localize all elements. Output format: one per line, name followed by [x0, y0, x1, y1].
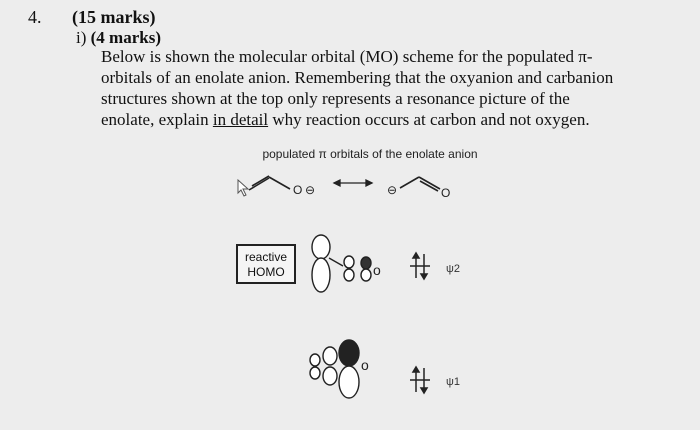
psi2-atom-label: o [373, 262, 381, 278]
body-line-4-end: why reaction occurs at carbon and not oxygen. [268, 110, 590, 129]
underlined-phrase: in detail [212, 110, 269, 129]
psi1-atom-label: o [361, 357, 369, 373]
homo-box-line2: HOMO [247, 265, 285, 279]
carbanion-charge: ⊖ [387, 183, 398, 197]
carbanion-o-label: O [441, 186, 451, 200]
figure-caption: populated π orbitals of the enolate anion [262, 147, 478, 161]
body-line-4-start: enolate, explain [101, 110, 213, 129]
body-line-1: Below is shown the molecular orbital (MO) scheme for the populated π- [101, 47, 593, 66]
carbanion-structure [400, 177, 440, 191]
psi2-orbital [312, 235, 371, 292]
question-number: 4. [28, 7, 42, 27]
body-line-2: orbitals of an enolate anion. Remembering that the oxyanion and carbanion [101, 68, 614, 87]
question-marks: (15 marks) [72, 7, 156, 27]
oxyanion-structure [249, 176, 290, 190]
psi2-label: ψ2 [446, 263, 460, 275]
subquestion-marks: (4 marks) [90, 28, 161, 47]
resonance-arrow-icon [334, 180, 372, 186]
body-line-3: structures shown at the top only represents a resonance picture of the [101, 89, 570, 108]
mouse-cursor-icon [238, 180, 248, 196]
psi2-electron-pair-icon [410, 253, 430, 279]
oxyanion-charge: ⊖ [305, 183, 316, 197]
psi1-label: ψ1 [446, 376, 460, 388]
homo-box-line1: reactive [244, 250, 288, 264]
oxyanion-o-label: O [293, 183, 303, 197]
psi1-electron-pair-icon [410, 367, 430, 393]
subquestion-label: i) [76, 28, 87, 47]
psi1-orbital [310, 340, 359, 398]
